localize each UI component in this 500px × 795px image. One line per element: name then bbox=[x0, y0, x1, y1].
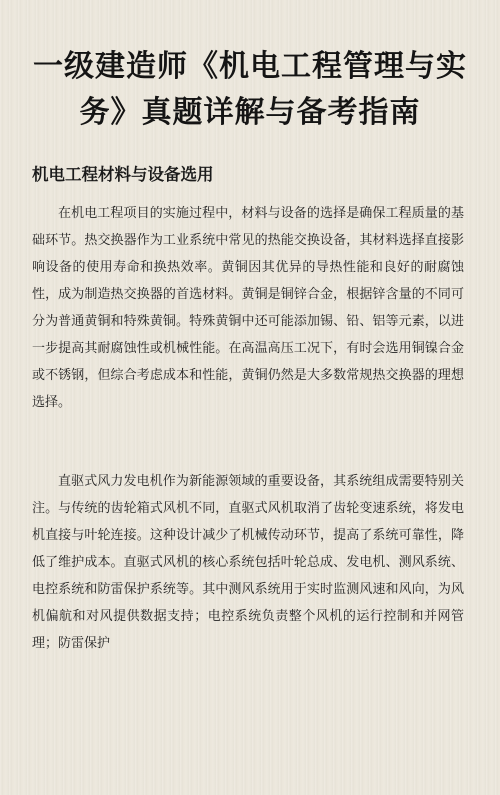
section-heading: 机电工程材料与设备选用 bbox=[32, 165, 214, 184]
paragraph-wind-turbine: 直驱式风力发电机作为新能源领域的重要设备，其系统组成需要特别关注。与传统的齿轮箱式风机不同，直驱式风机取消了齿轮变速系统，将发电机直接与叶轮连接。这种设计减少了机械传动环节，提高了系统可靠性，降低了维护成本。直驱式风机的核心系统包括叶轮总成、发电机、测风系统、电控系统和防雷保护系统等。其中测风系统用于实时监测风速和风向，为风机偏航和对风提供数据支持；电控系统负责整个风机的运行控制和并网管理；防雷保护 bbox=[32, 474, 464, 651]
document-title: 一级建造师《机电工程管理与实务》真题详解与备考指南 bbox=[33, 49, 467, 130]
paragraph-heat-exchanger: 在机电工程项目的实施过程中，材料与设备的选择是确保工程质量的基础环节。热交换器作为工业系统中常见的热能交换设备，其材料选择直接影响设备的使用寿命和换热效率。黄铜因其优异的导热性能和良好的耐腐蚀性，成为制造热交换器的首选材料。黄铜是铜锌合金，根据锌含量的不同可分为普通黄铜和特殊黄铜。特殊黄铜中还可能添加锡、铅、铝等元素，以进一步提高其耐腐蚀性或机械性能。在高温高压工况下，有时会选用铜镍合金或不锈钢，但综合考虑成本和性能，黄铜仍然是大多数常规热交换器的理想选择。 bbox=[32, 206, 464, 410]
